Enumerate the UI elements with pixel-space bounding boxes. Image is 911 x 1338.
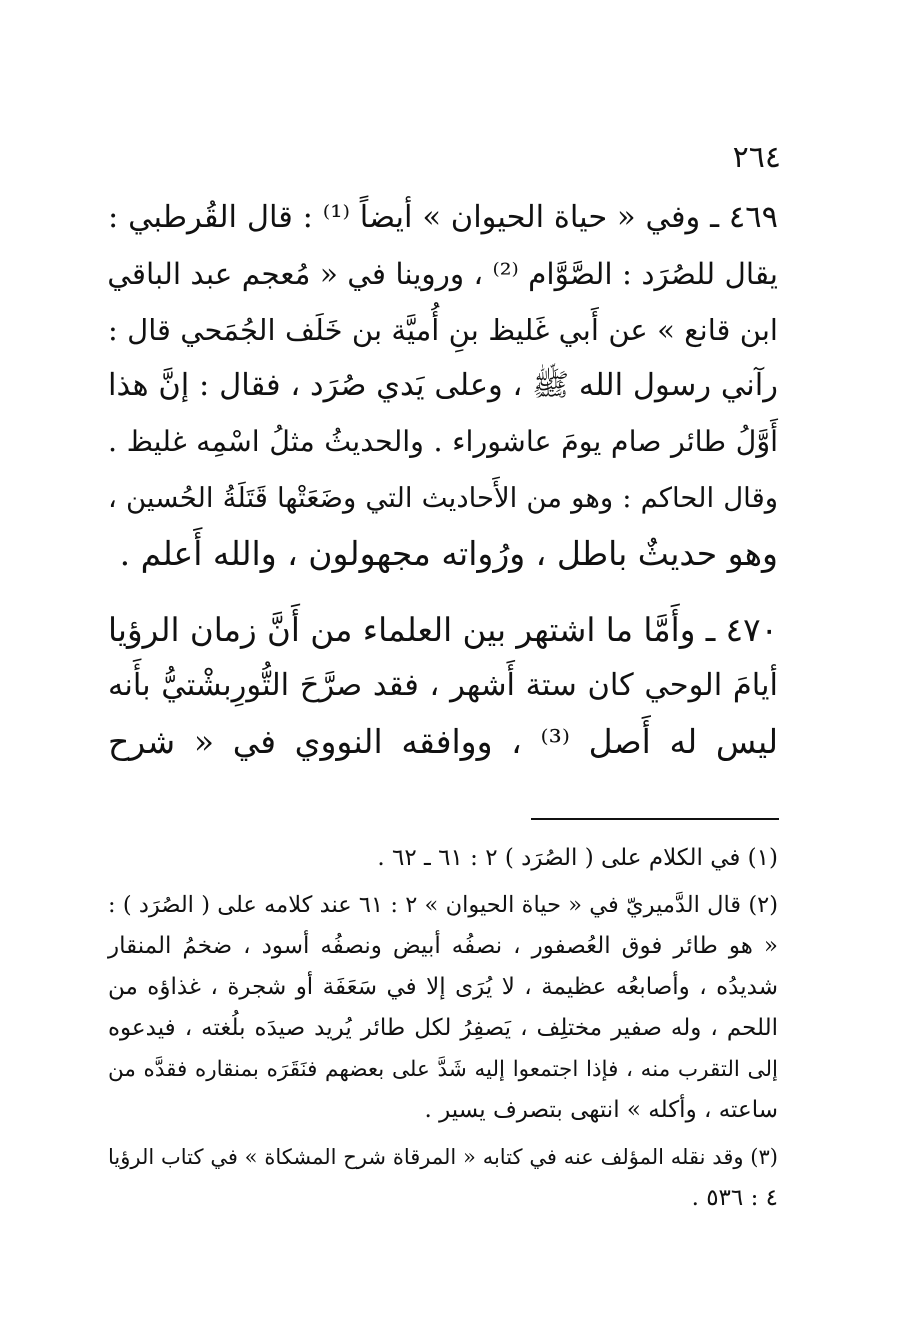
text-line: رآني رسول الله ﷺ ، وعلى يَدي صُرَد ، فقال : إنَّ هذا	[108, 368, 778, 403]
text-line: أيامَ الوحي كان ستة أَشهر ، فقد صرَّحَ التُّورِبشْتيُّ بأَنه	[108, 668, 778, 703]
footnotes	[108, 838, 778, 1219]
footnote-1	[108, 838, 778, 879]
paragraph-470	[108, 602, 778, 770]
text-line: يقال للصُرَد : الصَّوَّام ⁽²⁾ ، وروينا في « مُعجم عبد الباقي	[107, 257, 778, 291]
text-line: وقال الحاكم : وهو من الأَحاديث التي وضَعَتْها قَتَلَةُ الحُسين ،	[108, 482, 778, 514]
text-line: ٤٦٩ ـ وفي « حياة الحيوان » أيضاً ⁽¹⁾ : قال القُرطبي :	[108, 200, 778, 235]
paragraph-469	[108, 190, 778, 582]
text-line: ليس له أَصل ⁽³⁾ ، ووافقه النووي في « شرح	[108, 722, 778, 761]
footnote-separator	[531, 818, 779, 820]
footnote-line: اللحم ، وله صفير مختلِف ، يَصفِرُ لكل طائر يُريد صيدَه بلُغته ، فيدعوه	[108, 1015, 778, 1041]
footnote-line: (١) في الكلام على ( الصُرَد ) ٢ : ٦١ ـ ٦٢ .	[377, 845, 778, 871]
footnote-3	[108, 1137, 778, 1219]
footnote-line: إلى التقرب منه ، فإذا اجتمعوا إليه شَدَّ على بعضهم فنَقَرَه بمنقاره فقدَّه من	[108, 1057, 778, 1082]
footnote-line: ساعته ، وأكله » انتهى بتصرف يسير .	[424, 1097, 778, 1123]
footnote-line: (٢) قال الدَّميريّ في « حياة الحيوان » ٢ : ٦١ عند كلامه على ( الصُرَد ) :	[108, 892, 778, 918]
text-line: أَوَّلُ طائر صام يومَ عاشوراء . والحديثُ مثلُ اسْمِه غليظ .	[108, 425, 778, 458]
footnote-line: شديدُه ، وأصابعُه عظيمة ، لا يُرَى إلا في سَعَفَة أو شجرة ، غذاؤه من	[108, 974, 778, 1000]
text-line: وهو حديثٌ باطل ، ورُواته مجهولون ، والله أَعلم .	[119, 534, 778, 573]
text-line: ابن قانع » عن أَبي غَليظ بنِ أُميَّة بن خَلَف الجُمَحي قال :	[108, 313, 778, 347]
footnote-line: (٣) وقد نقله المؤلف عنه في كتابه « المرقاة شرح المشكاة » في كتاب الرؤيا	[108, 1145, 778, 1169]
main-text	[108, 190, 778, 770]
footnote-line: ٤ : ٥٣٦ .	[691, 1185, 778, 1211]
footnote-2	[108, 885, 778, 1131]
footnote-line: « هو طائر فوق العُصفور ، نصفُه أبيض ونصفُه أسود ، ضخمُ المنقار	[108, 933, 778, 959]
page-number: ٢٦٤	[732, 140, 781, 175]
text-line: ٤٧٠ ـ وأَمَّا ما اشتهر بين العلماء من أَنَّ زمان الرؤيا	[108, 611, 778, 649]
paragraph-gap	[108, 582, 778, 602]
